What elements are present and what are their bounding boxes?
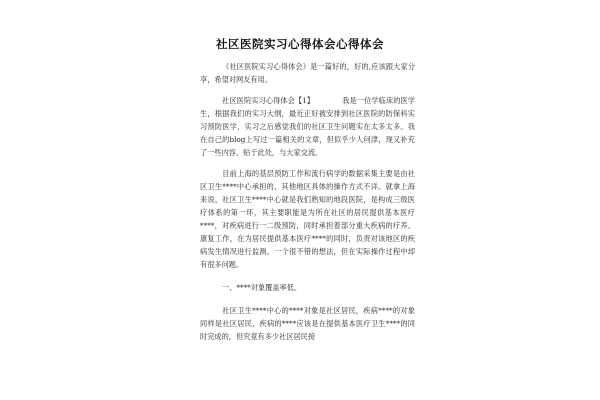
paragraph-3-text: 社区卫生****中心的****对象是社区居民，疾病****的对象同样是社区居民，疾病的****应该是在提供基本医疗卫生****的同时完成的，但究竟有多少社区居民接 [200, 306, 415, 341]
section-heading-1 [200, 281, 415, 294]
document-title: 社区医院实习心得体会心得体会 [216, 37, 384, 51]
section1-paragraph [200, 94, 415, 159]
section-heading-1-text: 一、****对象覆盖率低。 [222, 283, 302, 292]
intro-paragraph-text: 《社区医院实习心得体会》是一篇好的，好的,应该跟大家分享，希望对网友有用。 [200, 62, 415, 84]
paragraph-2 [200, 167, 415, 271]
section1-paragraph-text: 我是一位学临床的医学生，根据我们的实习大纲，最近正好被安排到社区医院的防保科实习预防医学，实习之后感觉我们的社区卫生问题实在太多太多。我在自己的blog上写过一篇相关的文章，但似乎少人问津，现又补充了一些内容，贴于此处，与大家交流。 [200, 96, 415, 157]
paragraph-3 [200, 304, 415, 343]
intro-paragraph [200, 60, 415, 86]
section1-heading-label: 社区医院实习心得体会【1】 [222, 96, 315, 105]
paragraph-2-text: 目前上海的基层预防工作和流行病学的数据采集主要是由社区卫生****中心承担的，其他地区具体的操作方式不详。就拿上海来说，社区卫生****中心就是我们熟知的地段医院，是构成三级医疗体系的第一环，其主要职能是为所在社区的居民提供基本医疗****，对疾病进行一二级预防，同时承担着部分重大疾病的疗养、康复工作，在为居民提供基本医疗****的同时，负责对该地区的疾病发生情况进行监测。一个很不错的想法，但在实际操作过程中却有很多问题。 [200, 169, 415, 269]
document-body [200, 60, 415, 343]
